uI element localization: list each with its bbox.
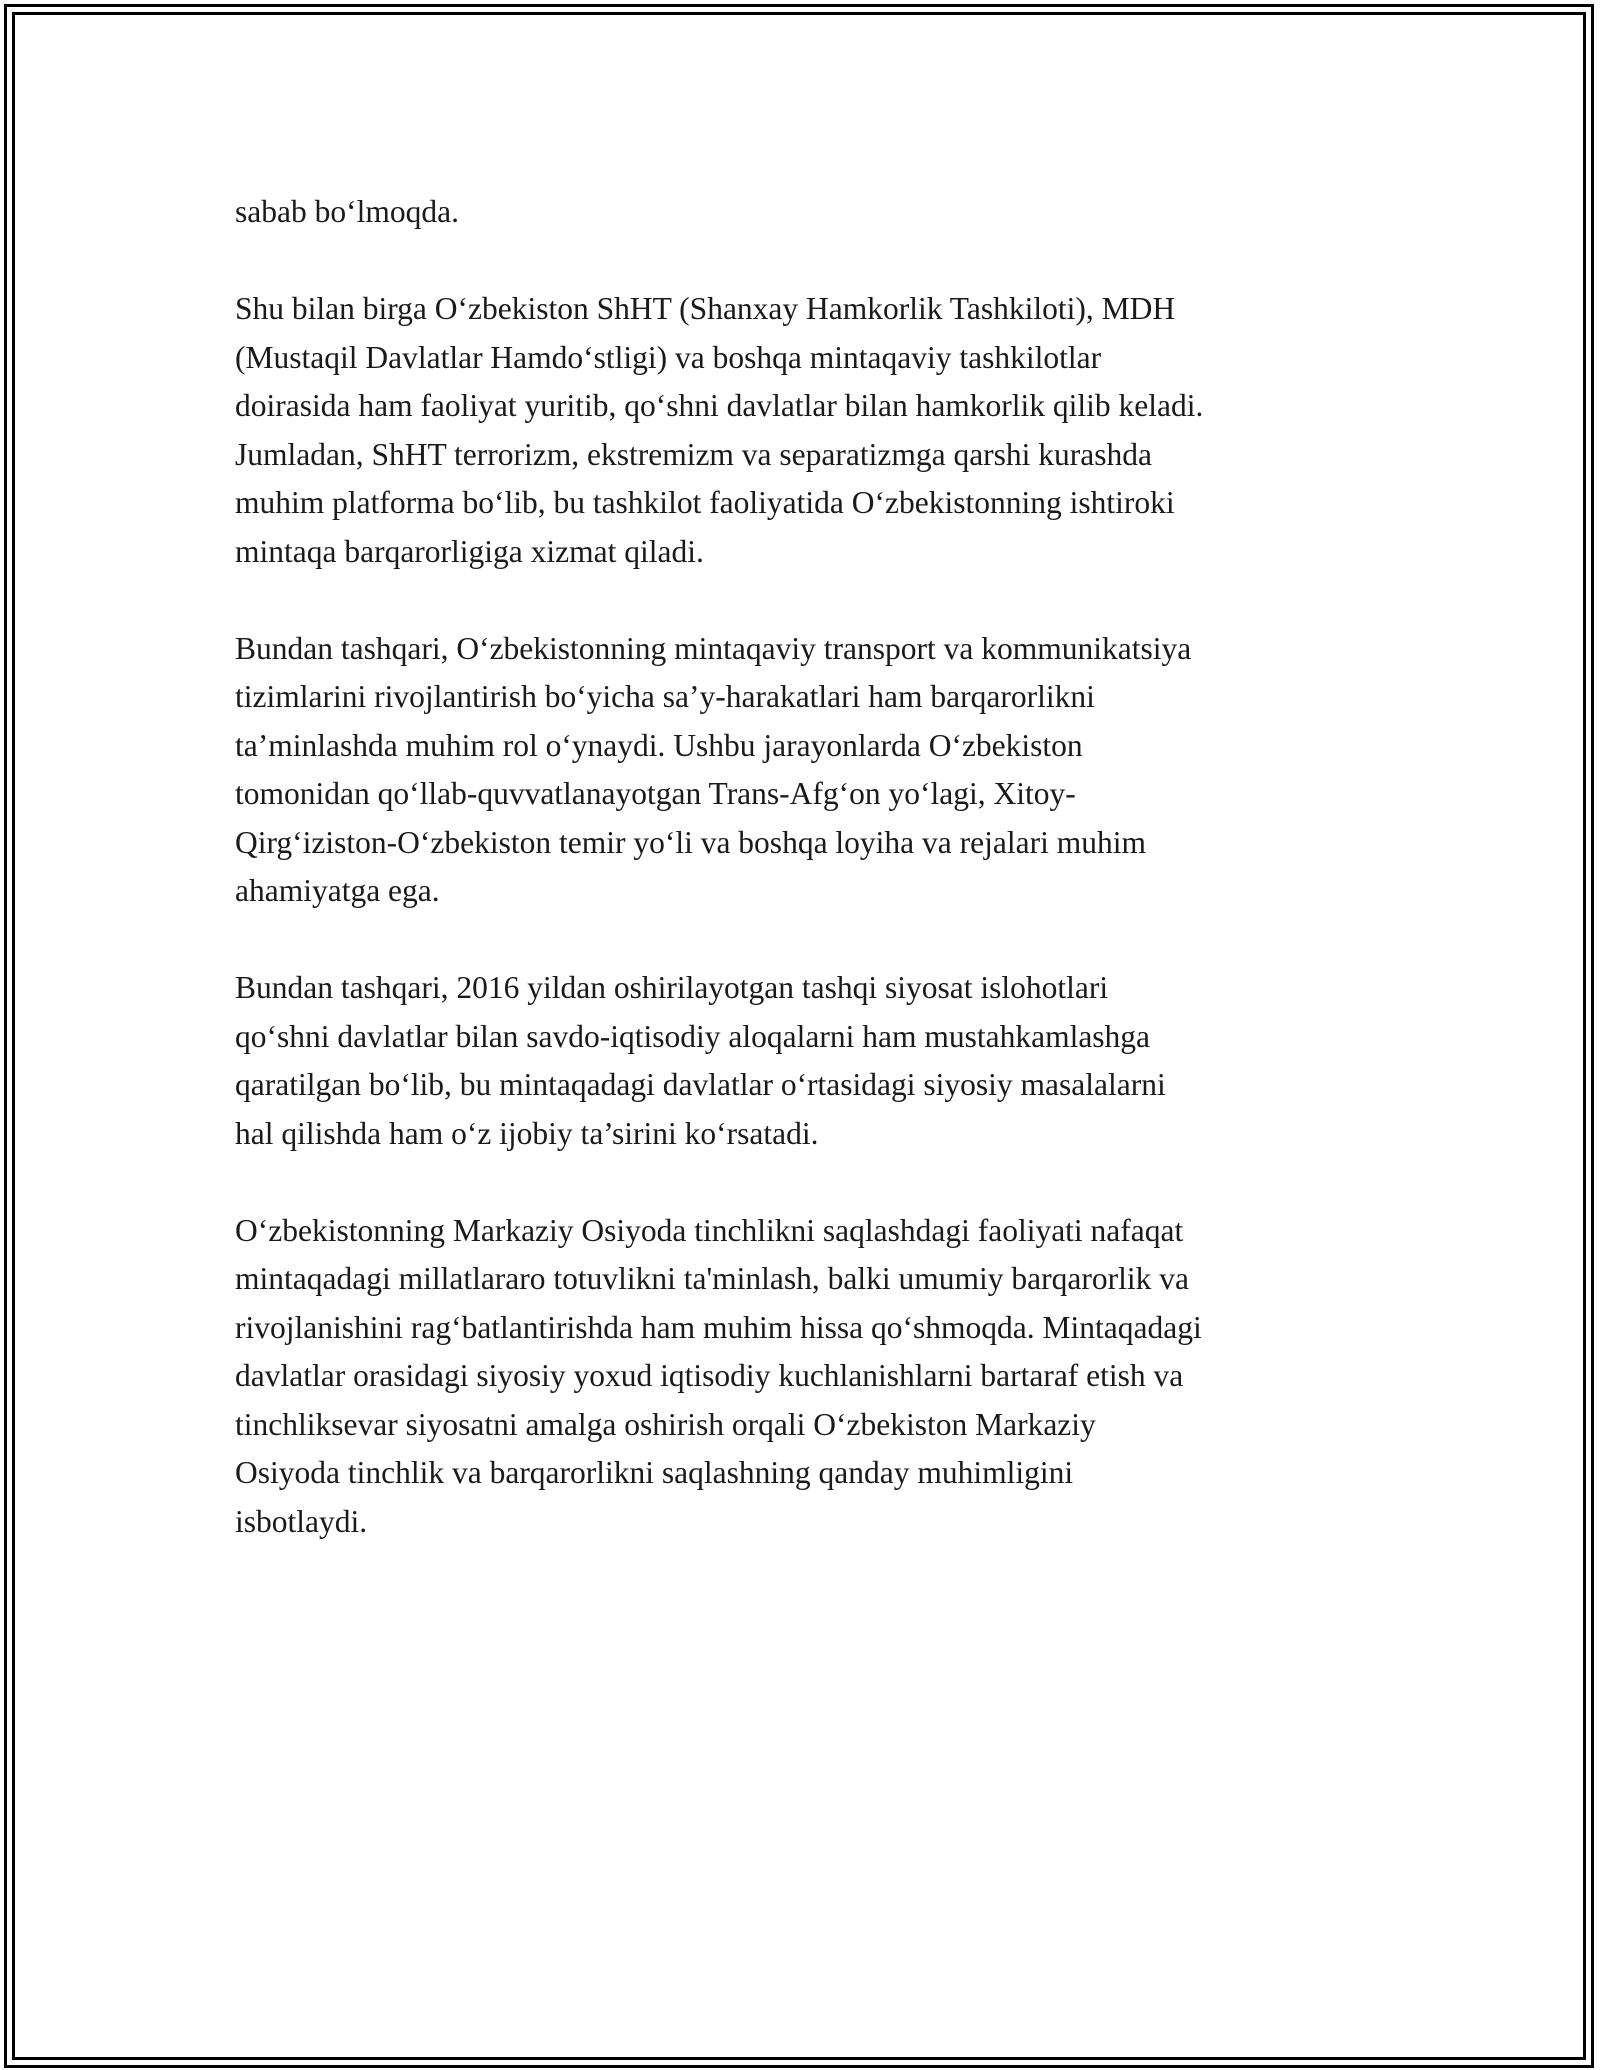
paragraph-4: Bundan tashqari, 2016 yildan oshirilayotgan tashqi siyosat islohotlari qo‘shni davlatlar bilan savdo-iqtisodiy aloqalarni ham mustahkamlashga qaratilgan bo‘lib, bu mintaqadagi davlatlar o‘rtasidagi siyosiy masalalarni hal qilishda ham o‘z ijobiy ta’sirini ko‘rsatadi. xyxy=(235,970,1166,1151)
paragraph-1: sabab bo‘lmoqda. xyxy=(235,194,459,229)
paragraph-3: Bundan tashqari, O‘zbekistonning mintaqaviy transport va kommunikatsiya tizimlarini rivojlantirish bo‘yicha sa’y-harakatlari ham barqarorlikni ta’minlashda muhim rol o‘ynaydi. Ushbu jarayonlarda O‘zbekiston tomonidan qo‘llab-quvvatlanayotgan Trans-Afg‘on yo‘lagi, Xitoy- Qirg‘iziston-O‘zbekiston temir yo‘li va boshqa loyiha va rejalari muhim ahamiyatga ega. xyxy=(235,630,1192,908)
paragraph-2: Shu bilan birga O‘zbekiston ShHT (Shanxay Hamkorlik Tashkiloti), MDH (Mustaqil Davlatlar Hamdo‘stligi) va boshqa mintaqaviy tashkilotlar doirasida ham faoliyat yuritib, qo‘shni davlatlar bilan hamkorlik qilib keladi. Jumladan, ShHT terrorizm, ekstremizm va separatizmga qarshi kurashda muhim platforma bo‘lib, bu tashkilot faoliyatida O‘zbekistonning ishtiroki mintaqa barqarorligiga xizmat qiladi. xyxy=(235,291,1204,569)
document-body xyxy=(235,188,1385,1595)
paragraph-5: O‘zbekistonning Markaziy Osiyoda tinchlikni saqlashdagi faoliyati nafaqat mintaqadagi millatlararo totuvlikni ta'minlash, balki umumiy barqarorlik va rivojlanishini rag‘batlantirishda ham muhim hissa qo‘shmoqda. Mintaqadagi davlatlar orasidagi siyosiy yoxud iqtisodiy kuchlanishlarni bartaraf etish va tinchliksevar siyosatni amalga oshirish orqali O‘zbekiston Markaziy Osiyoda tinchlik va barqarorlikni saqlashning qanday muhimligini isbotlaydi. xyxy=(235,1212,1202,1539)
